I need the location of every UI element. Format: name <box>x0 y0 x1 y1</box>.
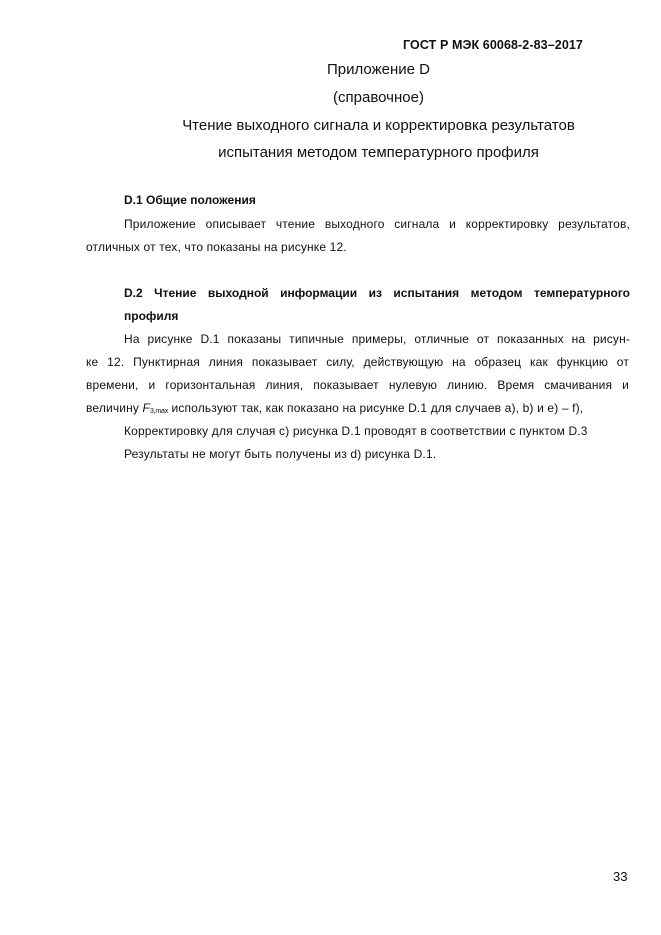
section-d2-p1-line-4-end: используют так, как показано на рисунке D.1 для случаев a), b) и e) – f), <box>168 401 584 415</box>
annex-title: Приложение D <box>327 61 430 78</box>
annex-name-line-1: Чтение выходного сигнала и корректировка результатов <box>182 117 575 134</box>
page-number: 33 <box>613 869 628 884</box>
annex-type: (справочное) <box>333 89 424 106</box>
section-d2-paragraph-3: Результаты не могут быть получены из d) рисунка D.1. <box>124 447 437 461</box>
annex-name-line-2: испытания методом температурного профиля <box>218 144 539 161</box>
document-code: ГОСТ Р МЭК 60068-2-83–2017 <box>403 38 583 52</box>
section-d2-p1-line-2: ке 12. Пунктирная линия показывает силу, действующую на образец как функцию от <box>86 355 629 369</box>
section-d2-p1-line-4 <box>86 401 583 415</box>
section-d1-heading: D.1 Общие положения <box>124 193 256 207</box>
section-d2-p1-line-4-start: величину <box>86 401 143 415</box>
section-d2-paragraph-2: Корректировку для случая c) рисунка D.1 проводят в соответствии с пунктом D.3 <box>124 424 588 438</box>
section-d1-paragraph-line-1: Приложение описывает чтение выходного сигнала и корректировку результатов, <box>124 217 630 231</box>
section-d2-heading-line-2: профиля <box>124 309 179 323</box>
section-d1-paragraph-line-2: отличных от тех, что показаны на рисунке 12. <box>86 240 347 254</box>
section-d2-p1-line-3: времени, и горизонтальная линия, показывает нулевую линию. Время смачивания и <box>86 378 629 392</box>
force-symbol: F <box>142 401 150 415</box>
section-d2-p1-line-1: На рисунке D.1 показаны типичные примеры, отличные от показанных на рисун- <box>124 332 630 346</box>
force-symbol-subscript: 3,max <box>149 408 169 415</box>
section-d2-heading-line-1: D.2 Чтение выходной информации из испытания методом температурного <box>124 286 630 300</box>
